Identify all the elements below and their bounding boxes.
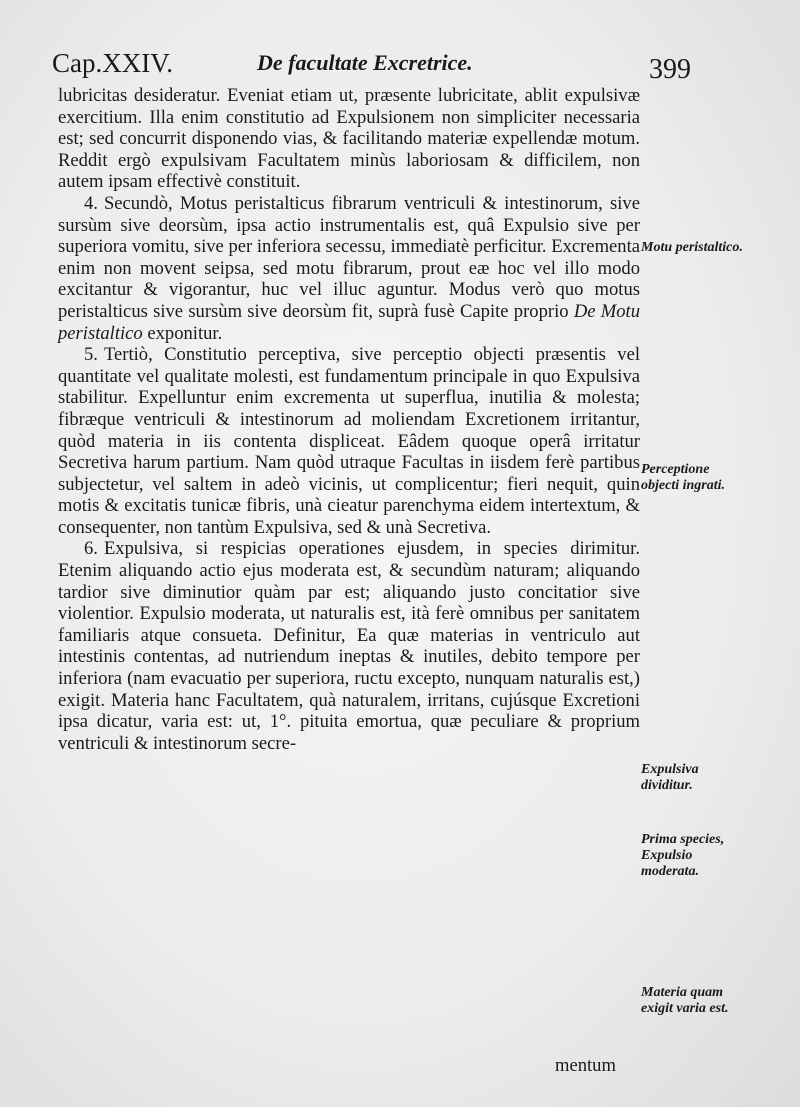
main-text-column (58, 85, 640, 754)
paragraph-number: 6. (84, 538, 98, 560)
margin-note: Expulsiva dividitur. (641, 762, 699, 793)
margin-note: Prima species, Expulsio moderata. (641, 832, 725, 879)
paragraph-text: lubricitas desideratur. Eveniat etiam ut, præsente lubricitate, ablit expulsivæ exercitium. Illa enim constitutio ad Expulsionem non simpliciter necessaria est; sed concurrit disponendo vias, & facilitando materiæ expellendæ motum. Reddit ergò expulsivam Facultatem minùs laboriosam & difficilem, non autem ipsam effectivè constituit. (58, 85, 640, 193)
paragraph-text: exponitur. (142, 322, 223, 344)
paragraph-text: Secundò, Motus peristalticus fibrarum ventriculi & intestinorum, sive sursùm sive deorsùm, ipsa actio instrumentalis est, quâ Expulsio sive per superiora vomitu, sive per inferiora secessu, immediatè perficitur. Excrementa enim non movent seipsa, sed motu fibrarum, prout eæ hoc vel illo modo excitantur & vigorantur, huc vel illuc aguntur. Modus verò quo motus peristalticus sive sursùm sive deorsùm fit, suprà fusè Capite proprio (58, 192, 640, 322)
running-title: De facultate Excretrice. (257, 50, 473, 75)
paragraph-text: Tertiò, Constitutio perceptiva, sive perceptio objecti præsentis vel quantitate vel qualitate molesti, est fundamentum principale in quo Expulsiva stabilitur. Expelluntur enim excrementa ut superflua, inutilia & molesta; fibræque ventriculi & intestinorum ad moliendam Excretionem irritantur, quòd materia in iis contenta displiceat. Eâdem quoque operâ irritatur Secretiva harum partium. Nam quòd utraque Facultas in iisdem ferè partibus subjectetur, vel saltem in adeò vicinis, ut complicentur; fieri nequit, quin motis & excitatis tunicæ fibris, unà cieatur parenchyma eidem intertextum, & consequenter, non tantùm Expulsiva, sed & unà Secretiva. (58, 344, 640, 538)
paragraph-number: 4. (84, 192, 98, 214)
paragraph (58, 193, 640, 344)
page-number: 399 (649, 54, 691, 85)
margin-note: Motu peristaltico. (641, 240, 743, 255)
italic-reference: De Motu peristaltico (58, 300, 641, 344)
paragraph (58, 538, 640, 754)
paragraph-text: Expulsiva, si respicias operationes ejusdem, in species dirimitur. Etenim aliquando actio ejus moderata est, & secundùm naturam; aliquando tardior sive diminutior quàm par est; aliquando justo concitatior sive violentior. Expulsio moderata, ut naturalis est, ità ferè omnibus per sanitatem familiaris atque consueta. Definitur, Ea quæ materias in ventriculo aut intestinis contentas, ad nutriendum ineptas & inutiles, debito tempore per inferiora (nam evacuatio per superiora, ructu excepto, nunquam naturalis est,) exigit. Materia hanc Facultatem, quà naturalem, irritans, cujúsque Excretioni ipsa dicatur, varia est: ut, 1°. pituita emortua, quæ peculiare & proprium ventriculi & intestinorum secre- (58, 538, 640, 754)
paragraph (58, 85, 640, 193)
margin-note: Materia quam exigit varia est. (641, 985, 729, 1016)
margin-note: Perceptione objecti ingrati. (641, 462, 725, 493)
running-header (52, 48, 742, 88)
catchword: mentum (555, 1055, 616, 1076)
chapter-heading: Cap.XXIV. (52, 48, 173, 78)
paragraph (58, 344, 640, 538)
paragraph-number: 5. (84, 344, 98, 366)
